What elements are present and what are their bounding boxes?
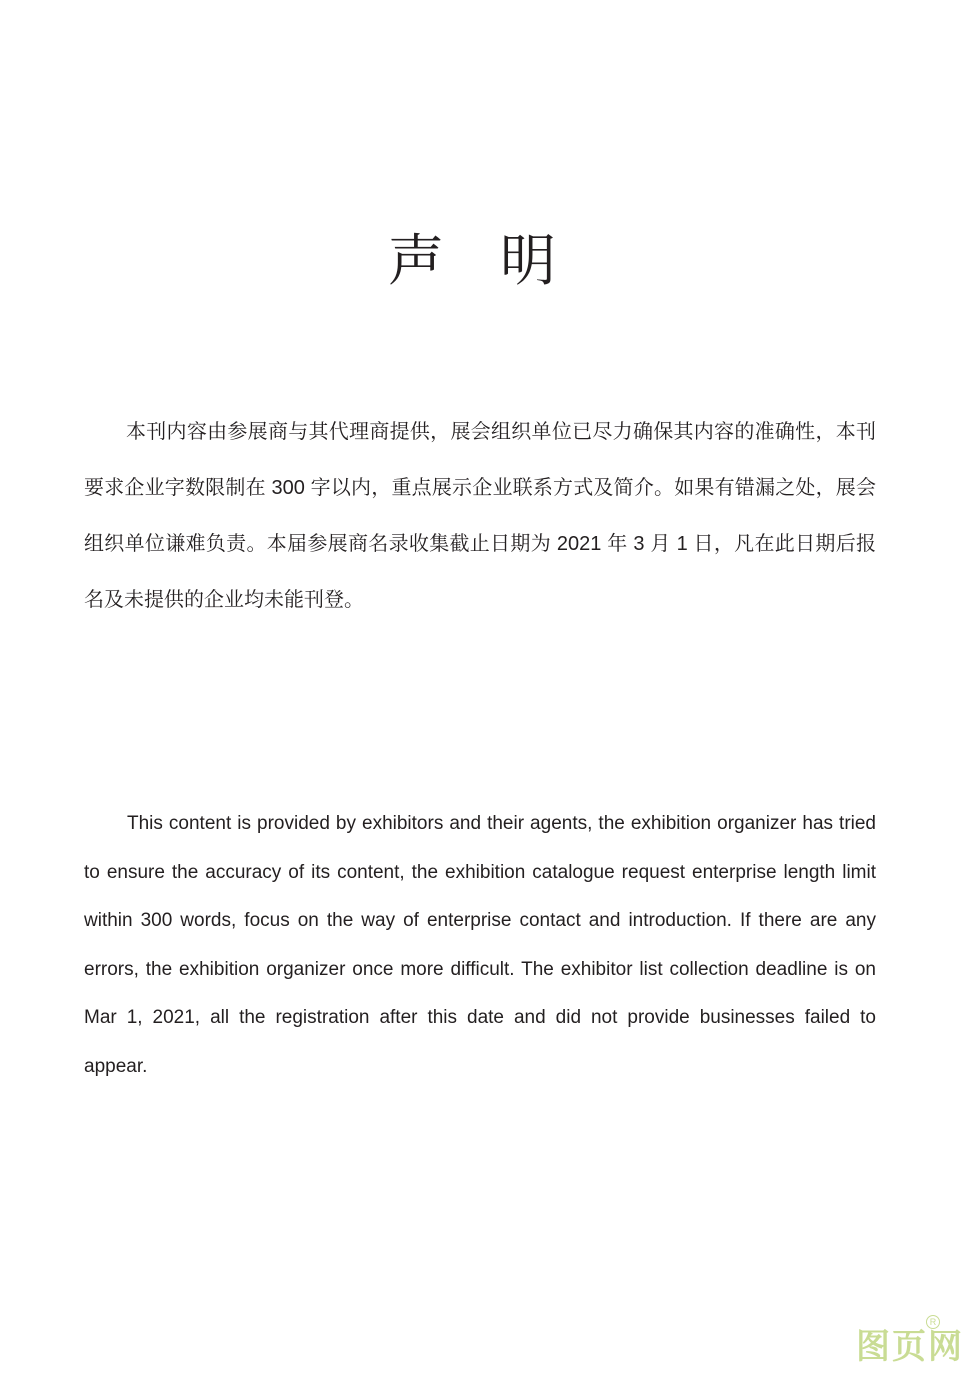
statement-paragraph-english: This content is provided by exhibitors and their agents, the exhibition organizer has tried to ensure the accuracy of its content, the exhibition catalogue request enterprise length limit within 300 words, focus on the way of enterprise contact and introduction. If there are any errors, the exhibition organizer once more difficult. The exhibitor list collection deadline is on Mar 1, 2021, all the registration after this date and did not provide businesses failed to appear. — [84, 813, 876, 1077]
site-watermark — [856, 1315, 966, 1367]
watermark-text: 图页网 — [856, 1328, 964, 1366]
registered-trademark-icon: R — [926, 1315, 940, 1329]
page-title: 声明 — [388, 229, 612, 294]
statement-paragraph-chinese: 本刊内容由参展商与其代理商提供，展会组织单位已尽力确保其内容的准确性，本刊要求企业字数限制在 300 字以内，重点展示企业联系方式及简介。如果有错漏之处，展会组织单位谦难负责。本届参展商名录收集截止日期为 2021 年 3 月 1 日，凡在此日期后报名及未提供的企业均未能刊登。 — [84, 421, 876, 611]
